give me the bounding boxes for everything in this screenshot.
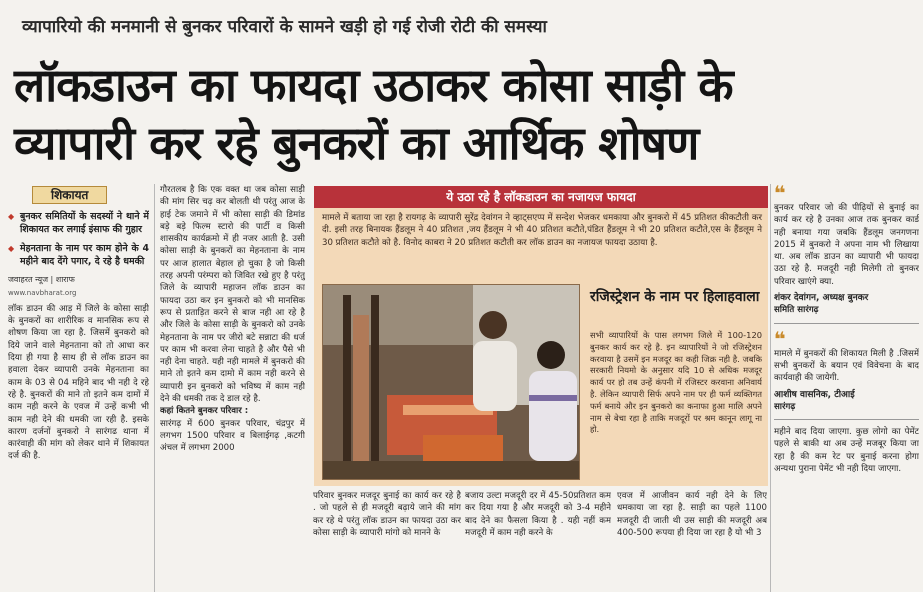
article-body: लॉक डाउन की आड़ में जिले के कोसा साड़ी के बुनकरों का शारीरिक व मानसिक रूप से शोषण किया जा रहा है. जिसमें बुनकरो को दिये जाने वाले मेहनताना को तो आधा कर दिया ही गया है साथ ही से लॉक डाउन का हवाला देकर व्यापारी उनके मेहनताना का काम के 03 से 04 महिने बाद भी नही दे रहे रहे है. बुनकरों की माने तो इतने कम दामों में काम नही करने के एवज में उन्हें कभी भी काम नही देने की धमकी जा रही है. इसके कारण दर्जनों बुनकरो ने सारंगढ थाना में कारंवाही की मांग को लेकर थाने में शिकायत दर्ज की है. [8,303,149,462]
quote-author: आशीष वासनिक, टीआई [774,389,855,400]
quote-mark-icon: ❝ [774,184,786,205]
article-body: गौरतलब है कि एक वक्त था जब कोसा साड़ी की मांग सिर चढ़ कर बोलती थी परंतु आज के हाई टेक जमाने में भी कोसा साड़ी की डिमांड बड़े बड़े फिल्म स्टारो की पार्टी व किसी शासकीय कार्यक्रमो में ही नजर आती है. उसी कोसा साड़ी के बुनकरों का मेहनताना के नाम पर आज हालात बेहाल हो चुका है जो किसी तरह अपनी परंम्परा को जिवित रखे हुए है परंतु जिले के व्यापारी महाजन लॉक डाउन का फायदा उठा कर इन बुनकरो को भी मानसिक रूप से प्रताड़ित करने से बाज नही आ रहे है और जिले के कोसा साड़ी के बुनकरो को उनके मेहनताना के नाम पर जीरो बटे सन्नाटा की धर्ज पर काम भी करवा लेना चाहते है और पैसे भी नही देना चाहते. यही नही मामले में बुनकरो की माने तो इतने कम दामो में काम नही करने से व्यापारी इन बुनकरो को भविष्य में काम नही देने की धमकी तक दे डाल रहे है. [160,185,305,405]
complaint-bullet: ◆ बुनकर समितियों के सदस्यों ने थाने में शिकायत कर लगाई इंसाफ की गुहार [8,210,149,236]
complaint-column [8,186,149,592]
article-body: महीने बाद दिया जाएगा. कुछ लोगो का पेमेंट पहले से बाकी था अब उन्हें मजबूर किया जा रहा है की कम रेट पर बुनाई करना होगा अन्यथा पुराना पेमेंट भी नही दिया जाएगा. [774,427,919,475]
headline-line-1: लॉकडाउन का फायदा उठाकर कोसा साड़ी के [14,58,733,112]
headline-line-2: व्यापारी कर रहे बुनकरों का आर्थिक शोषण [14,116,699,170]
article-column-2 [160,184,305,592]
article-column-3: परिवार बुनकर मजदूर बुनाई का कार्य कर रहे है . जो पहले से ही मजदूरी बढ़ाये जाने की मांग कर रहे थे परंतु लॉक डाउन का फायदा उठा कर कोसा साड़ी के व्यापारी मांगो को मानने के [313,491,461,538]
quote-author: शंकर देवांगन, अध्यक्ष बुनकर [774,293,869,304]
box-title: ये उठा रहे है लॉकडाउन का नजायज फायदा [314,186,768,208]
box-subtext: सभी व्यापारियों के पास लगभग जिले में 100-120 बुनकर कार्य कर रहे है. इन व्यापारियों ने जो रजिस्ट्रेशन करवाया है उसमें इन मजदूर का कही जिक्र नही है. जबकि सरकारी नियमो के अनुसार यदि 10 से अधिक मजदूर कार्य पर हो तब उन्हें कंपनी में रजिस्टर करवाना अनिवार्य है. लेकिन व्यापारी सिर्फ अपने नाम पर ही फर्म व्यक्तिगत फर्म बनाये और इन बुनकरो का कनाफा हुआ मालि अपने नाम से बेचा रहा है ताकि मजदूरों पर श्रम कानून लागू ना हो. [590,330,762,435]
subheading: कहां कितने बुनकर परिवार : [160,406,249,417]
box-subtitle: रजिस्ट्रेशन के नाम पर हिलाहवाला [590,289,760,305]
headline [14,56,914,172]
article-column-5: एवज में आजीवन कार्य नही देने के लिए धमकाया जा रहा है. साड़ी का पहले 1100 मजदूरी दी जाती थी उस साड़ी की मजदूरी अब 400-500 रूपया ही दिया जा रहा है यो भी 3 [617,491,767,538]
complaint-title: शिकायत [32,186,107,204]
quote-mark-icon: ❝ [774,326,786,351]
quote-designation: सारंगढ़ [774,401,796,412]
quote-text: बुनकर परिवार जो की पीढ़ियों से बुनाई का कार्य कर रहे है उनका आज तक बुनकर कार्ड नही बनाया गया जबकि हैंडलूम जनगणना 2015 में बुनकरो ने अपना नाम भी लिखाया था. अब लॉक डाउन का व्यापारी भी फायदा उठा रहे है. मजदूरी नही मिलेगी तो बुनकर परिवार खाएंगे क्या. [774,203,919,287]
weaver-photo [322,284,580,480]
column-divider [770,184,771,592]
website: www.navbharat.org [8,288,77,297]
quote-designation: समिति सारंगढ़ [774,305,819,316]
info-box [314,208,768,486]
article-body: सारंगढ़ में 600 बुनकर परिवार, चंद्रपुर में लगभग 1500 परिवार व बिलाईगढ़ ,कटगी अंचल में लगभग 2000 [160,418,305,454]
box-intro: मामले में बताया जा रहा है रायगढ़ के व्यापारी सुरेंद्र देवांगन ने व्हाट्सएप्प में सन्देश भेजकर धमकाया और बुनकरो में 45 प्रतिशत कीकटौती कर दी. इसी तरह बिनायक हैंडलूम ने 40 प्रतिशत ,जय हैंडलूम ने भी 40 प्रतिशत कटौते,पंडित हैंडलूम ने भी 20 प्रतिशत कटौते,एस के हैंडलूम ने 30 प्रतिशत कटौते को है. विनोद काबरा ने 20 प्रतिशत कटौती कर लॉक डाउन का नजायज फायदा उठाया है. [322,213,762,248]
quote-text: मामले में बुनकरों की शिकायत मिली है .जिसमें सभी बुनकरों के बयान एवं विवेचना के बाद कार्यवाही की जायेगी. [774,348,919,384]
quotes-column [774,184,919,592]
divider [774,419,919,420]
kicker: व्यापारियो की मनमानी से बुनकर परिवारों के सामने खड़ी हो गई रोजी रोटी की समस्या [22,17,547,37]
byline: जवाहरत न्यूज | शाराफ [8,275,75,285]
weaver-photo-image [323,285,580,480]
complaint-bullet: ◆ मेहनताना के नाम पर काम होने के 4 महीने बाद देंगे पगार, दे रहे है धमकी [8,242,149,268]
article-column-4: बजाय उल्टा मजदूरी दर में 45-50प्रतिशत कम कर दिया गया है और मजदूरी को 3-4 महीने बाद देने का फैसला किया है . यही नहीं कम मजदूरी में काम नही करने के [465,491,611,538]
column-divider [154,184,155,592]
divider [774,323,919,324]
